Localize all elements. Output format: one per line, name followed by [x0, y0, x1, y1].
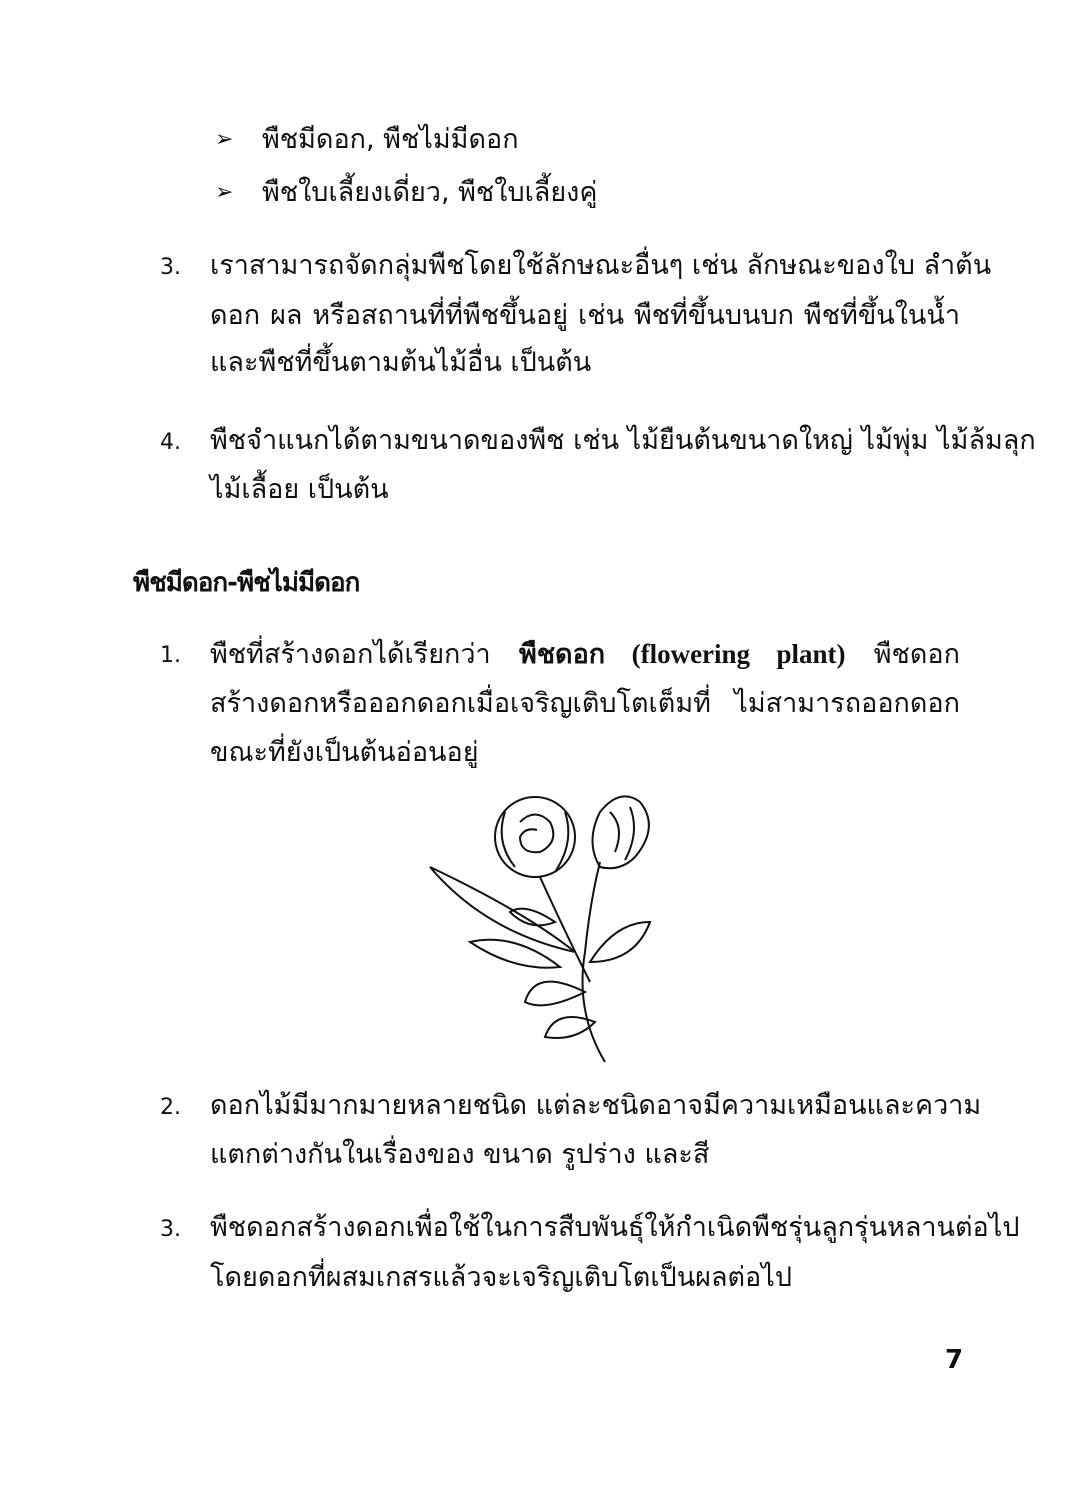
- item-number: 3.: [160, 255, 181, 280]
- paragraph-line: แตกต่างกันในเรื่องของ ขนาด รูปร่าง และสี: [210, 1139, 710, 1170]
- line-text: พืชดอก: [845, 639, 960, 670]
- line-text: พืชที่สร้างดอกได้เรียกว่า: [210, 639, 519, 670]
- paragraph-line: และพืชที่ขึ้นตามต้นไม้อื่น เป็นต้น: [210, 347, 592, 378]
- paragraph-line: พืชดอกสร้างดอกเพื่อใช้ในการสืบพันธุ์ให้กำเนิดพืชรุ่นลูกรุ่นหลานต่อไป: [210, 1212, 1020, 1243]
- item-number: 1.: [160, 643, 181, 668]
- paragraph-line: โดยดอกที่ผสมเกสรแล้วจะเจริญเติบโตเป็นผลต่อไป: [210, 1262, 792, 1293]
- bullet-arrow-icon: ➢: [215, 127, 234, 152]
- paragraph-line: ดอกไม้มีมากมายหลายชนิด แต่ละชนิดอาจมีความเหมือนและความ: [210, 1090, 982, 1121]
- paragraph-line: ดอก ผล หรือสถานที่ที่พืชขึ้นอยู่ เช่น พืชที่ขึ้นบนบก พืชที่ขึ้นในน้ำ: [210, 300, 960, 331]
- item-number: 2.: [160, 1095, 181, 1120]
- bullet-text: พืชมีดอก, พืชไม่มีดอก: [262, 124, 519, 155]
- paragraph-line: เราสามารถจัดกลุ่มพืชโดยใช้ลักษณะอื่นๆ เช่น ลักษณะของใบ ลำต้น: [210, 250, 992, 281]
- item-number: 4.: [160, 430, 181, 455]
- paragraph-line: สร้างดอกหรือออกดอกเมื่อเจริญเติบโตเต็มที่ ไม่สามารถออกดอก: [210, 688, 960, 719]
- bold-term: พืชดอก (flowering plant): [518, 639, 846, 669]
- paragraph-line: ไม้เลื้อย เป็นต้น: [210, 474, 389, 505]
- paragraph-line: พืชจำแนกได้ตามขนาดของพืช เช่น ไม้ยืนต้นขนาดใหญ่ ไม้พุ่ม ไม้ล้มลุก: [210, 425, 1036, 456]
- bullet-text: พืชใบเลี้ยงเดี่ยว, พืชใบเลี้ยงคู่: [262, 177, 598, 208]
- bullet-arrow-icon: ➢: [215, 180, 234, 205]
- page-number: 7: [945, 1345, 964, 1375]
- section-heading: พืชมีดอก-พืชไม่มีดอก: [133, 568, 360, 598]
- item-number: 3.: [160, 1217, 181, 1242]
- rose-illustration: [425, 782, 675, 1072]
- paragraph-line: ขณะที่ยังเป็นต้นอ่อนอยู่: [210, 737, 479, 768]
- paragraph-line: [210, 636, 960, 673]
